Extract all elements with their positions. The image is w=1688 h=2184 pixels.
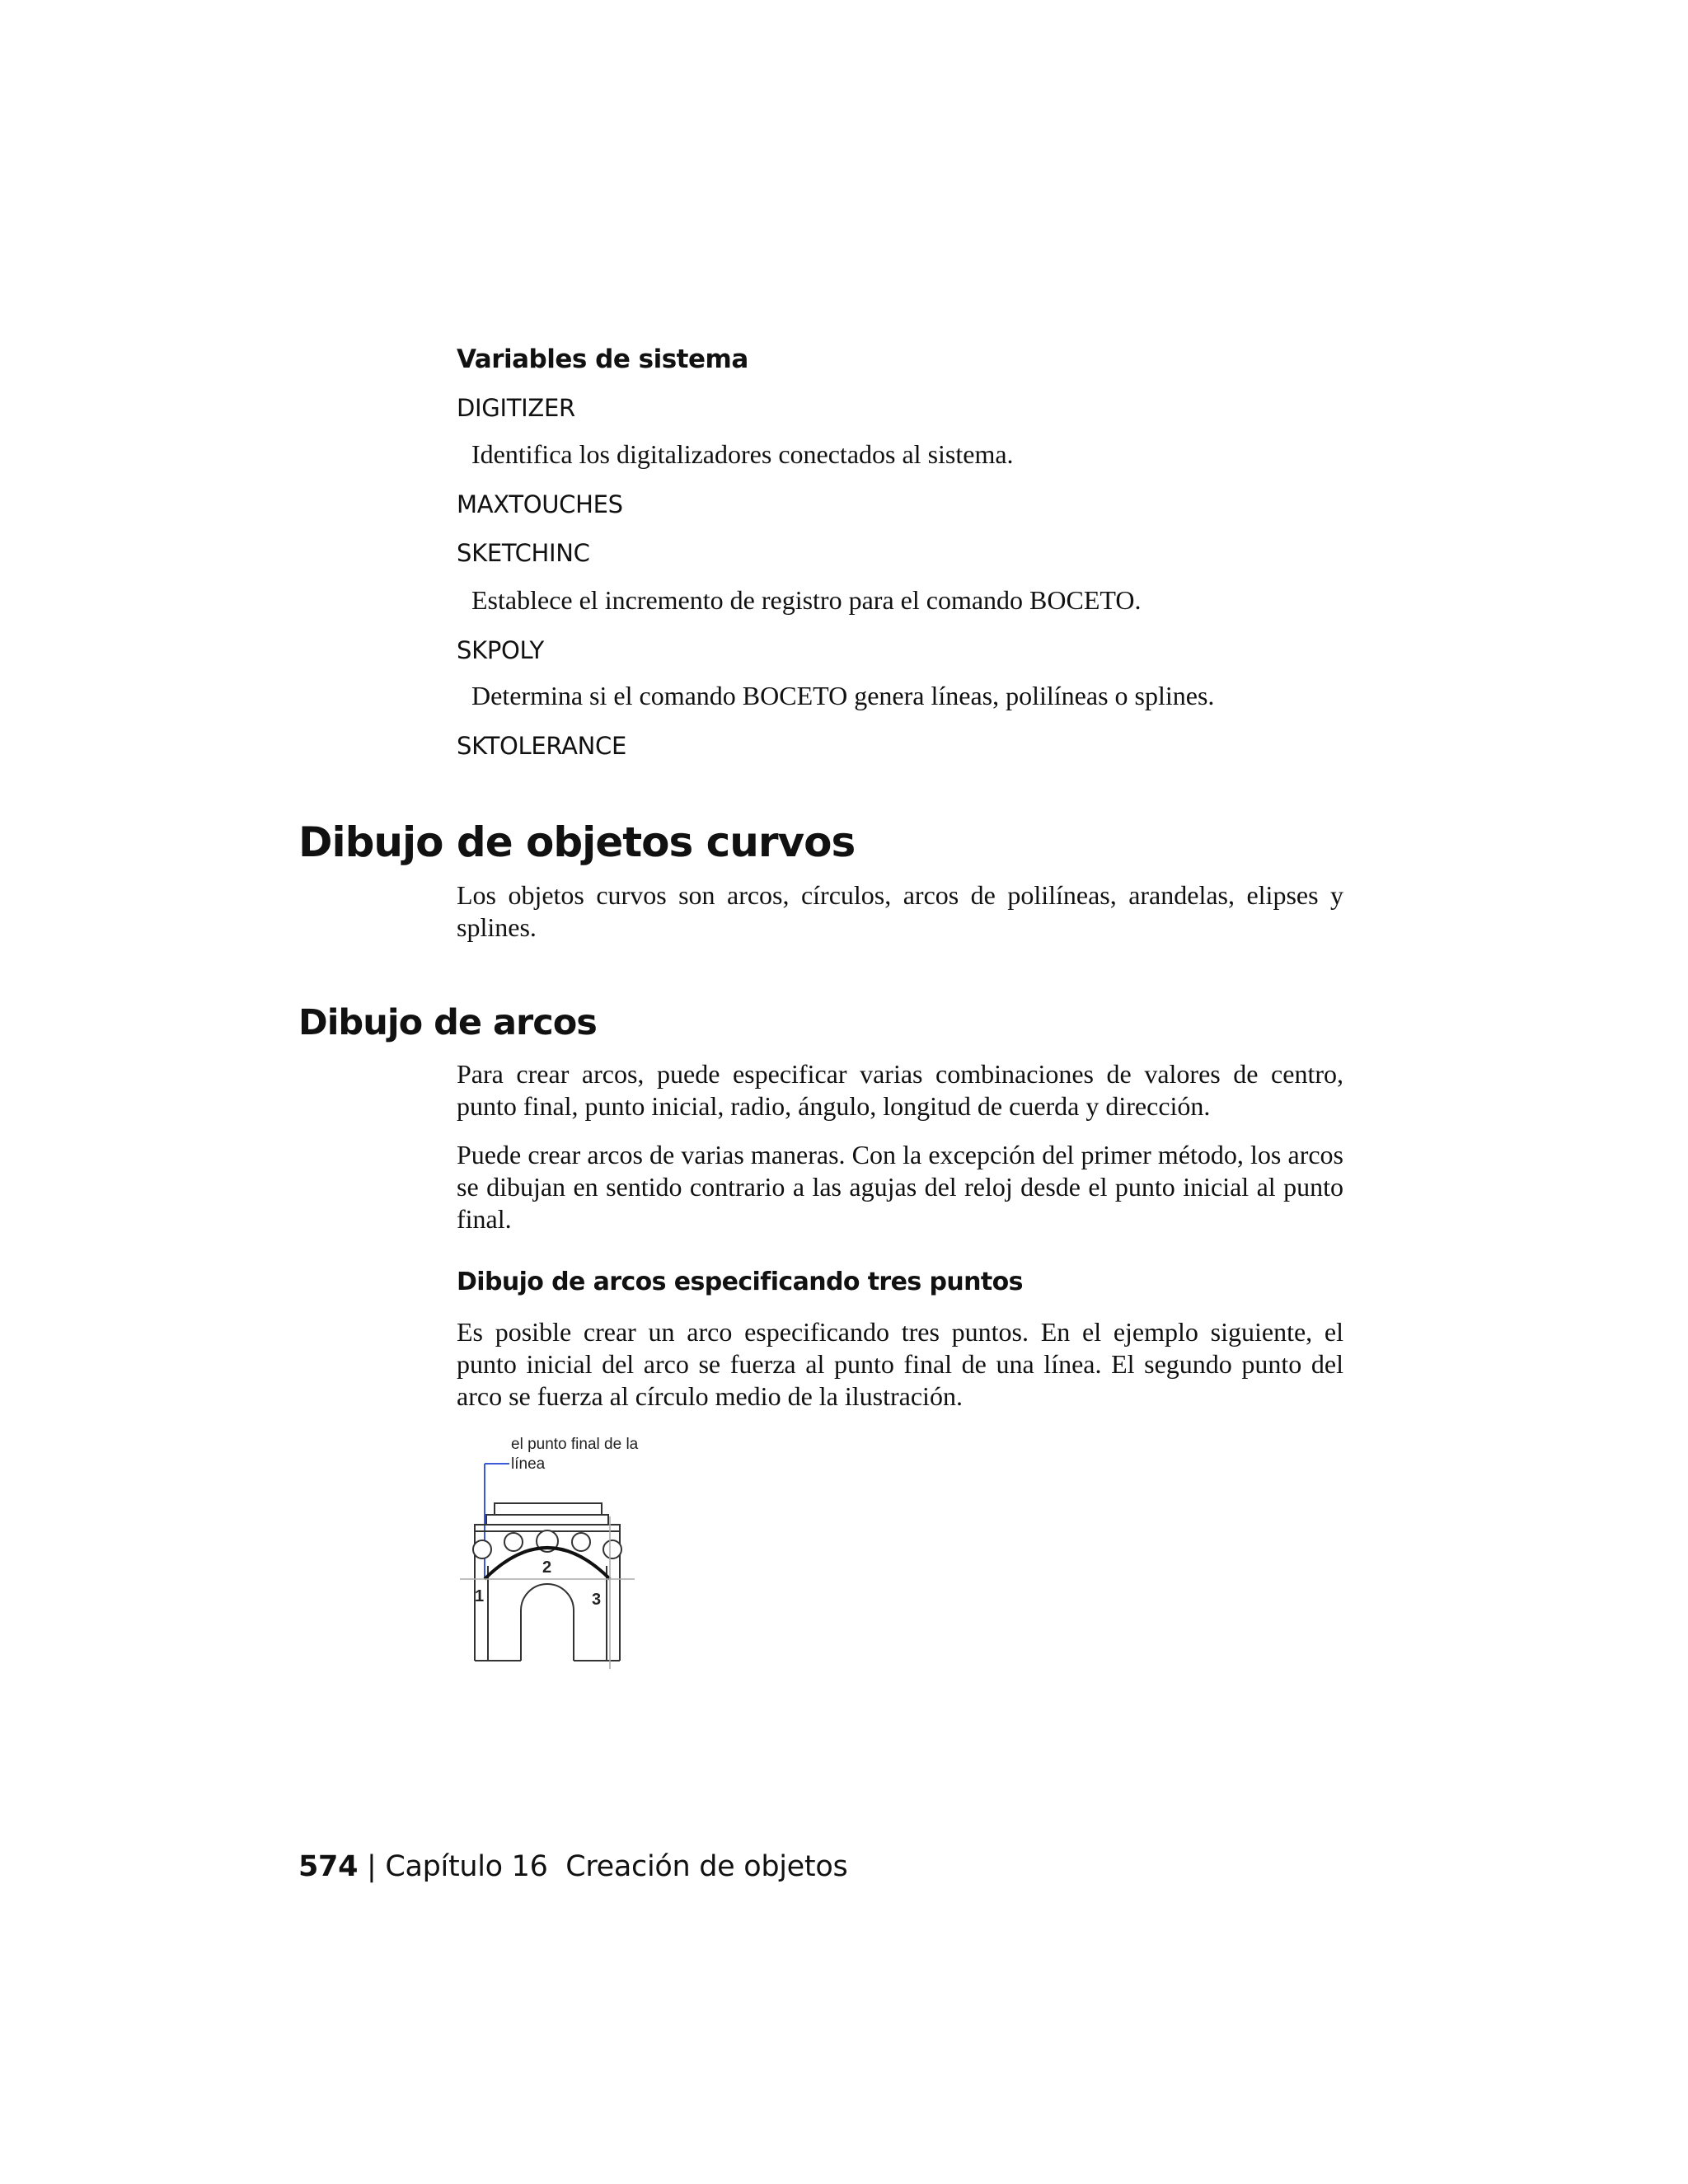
subheading-three-points: Dibujo de arcos especificando tres puntos [457,1268,1023,1296]
variable-maxtouches: MAXTOUCHES [457,490,623,518]
footer-separator: | [367,1850,377,1883]
variable-sketchinc: SKETCHINC [457,539,590,567]
arcs-paragraph-1: Para crear arcos, puede especificar varias combinaciones de valores de centro, punto final, punto inicial, radio, ángulo, longitud de cuerda y dirección. [457,1059,1343,1121]
arcs-paragraph-3: Es posible crear un arco especificando tres puntos. En el ejemplo siguiente, el punto inicial del arco se fuerza al punto final de una línea. El segundo punto del arco se fuerza al círculo medio de la ilustración. [457,1317,1343,1411]
system-variables-title: Variables de sistema [457,344,748,374]
footer-chapter-title: Creación de objetos [565,1850,848,1883]
page-number: 574 [298,1850,359,1883]
variable-sketchinc-description: Establece el incremento de registro para el comando BOCETO. [471,585,1142,615]
arch-circles [473,1530,621,1558]
variable-skpoly-description: Determina si el comando BOCETO genera líneas, polilíneas o splines. [471,681,1215,710]
point-label-1: 1 [475,1587,485,1605]
point-label-3: 3 [592,1591,602,1609]
arch-three-point-figure [452,1434,674,1673]
section-heading-arcs: Dibujo de arcos [298,1002,597,1043]
variable-skpoly: SKPOLY [457,636,544,664]
footer-chapter: Capítulo 16 [385,1850,548,1883]
section-curved-paragraph: Los objetos curvos son arcos, círculos, arcos de polilíneas, arandelas, elipses y splines. [457,880,1343,942]
variable-sktolerance: SKTOLERANCE [457,732,626,760]
variable-digitizer: DIGITIZER [457,394,575,422]
section-heading-curved-objects: Dibujo de objetos curvos [298,818,856,866]
callout-text-line2: línea [511,1455,546,1473]
variable-digitizer-description: Identifica los digitalizadores conectados al sistema. [471,439,1014,469]
callout-text-line1: el punto final de la [511,1436,639,1453]
arcs-paragraph-2: Puede crear arcos de varias maneras. Con la excepción del primer método, los arcos se dibujan en sentido contrario a las agujas del reloj desde el punto inicial al punto final. [457,1140,1343,1234]
point-label-2: 2 [542,1558,552,1577]
arch-cap [475,1503,620,1531]
page-footer [298,1850,847,1883]
